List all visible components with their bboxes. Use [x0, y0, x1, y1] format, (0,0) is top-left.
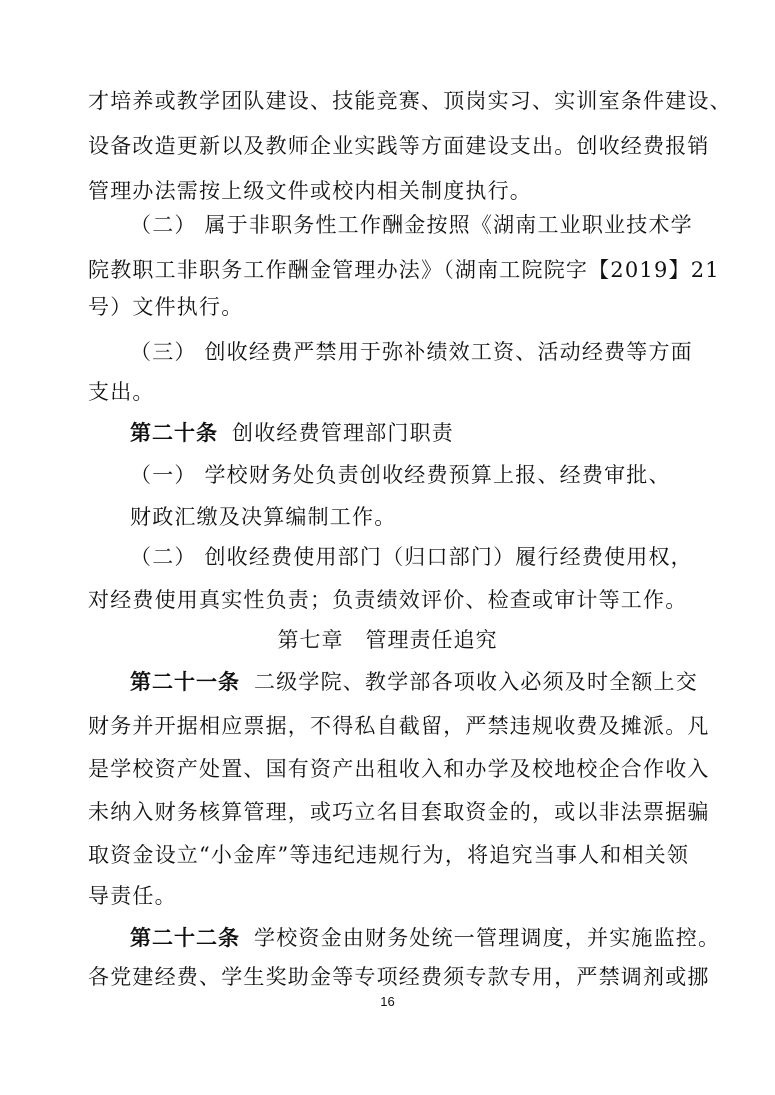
text-line: 院教职工非职务工作酬金管理办法》（湖南工院院字【2019】21: [88, 258, 720, 282]
text-line: 支出。: [88, 380, 155, 404]
article-20-line: [130, 418, 454, 448]
text-line: （三） 创收经费严禁用于弥补绩效工资、活动经费等方面: [130, 340, 693, 364]
text-line: 财政汇缴及决算编制工作。: [130, 505, 397, 529]
text-line: 未纳入财务核算管理，或巧立名目套取资金的，或以非法票据骗: [88, 800, 710, 824]
text-line: 导责任。: [88, 884, 177, 908]
text-line: 财务并开据相应票据，不得私自截留，严禁违规收费及摊派。凡: [88, 714, 710, 738]
article-22-first-line: 学校资金由财务处统一管理调度，并实施监控。: [254, 926, 721, 950]
article-20-title: 创收经费管理部门职责: [232, 421, 454, 445]
text-line: 管理办法需按上级文件或校内相关制度执行。: [88, 179, 532, 203]
text-line: （二） 创收经费使用部门（归口部门）履行经费使用权，: [130, 545, 693, 569]
page-number: 16: [380, 994, 395, 1009]
text-line: 号）文件执行。: [88, 295, 244, 319]
text-line: 是学校资产处置、国有资产出租收入和办学及校地校企合作收入: [88, 757, 710, 781]
article-21-line: [130, 667, 698, 697]
article-21-label: 第二十一条: [130, 670, 240, 694]
text-line: 取资金设立“小金库”等违纪违规行为，将追究当事人和相关领: [88, 843, 690, 867]
article-22-line: [130, 923, 720, 953]
text-line: 各党建经费、学生奖助金等专项经费须专款专用，严禁调剂或挪: [88, 965, 710, 989]
text-line: （二） 属于非职务性工作酬金按照《湖南工业职业技术学: [130, 213, 693, 237]
text-line: 设备改造更新以及教师企业实践等方面建设支出。创收经费报销: [88, 134, 710, 158]
text-line: 对经费使用真实性负责；负责绩效评价、检查或审计等工作。: [88, 588, 688, 612]
article-21-first-line: 二级学院、教学部各项收入必须及时全额上交: [254, 670, 698, 694]
text-line: （一） 学校财务处负责创收经费预算上报、经费审批、: [130, 463, 671, 487]
article-20-label: 第二十条: [130, 421, 218, 445]
chapter-heading: 第七章 管理责任追究: [277, 628, 498, 652]
article-22-label: 第二十二条: [130, 926, 240, 950]
text-line: 才培养或教学团队建设、技能竞赛、顶岗实习、实训室条件建设、: [88, 89, 732, 113]
